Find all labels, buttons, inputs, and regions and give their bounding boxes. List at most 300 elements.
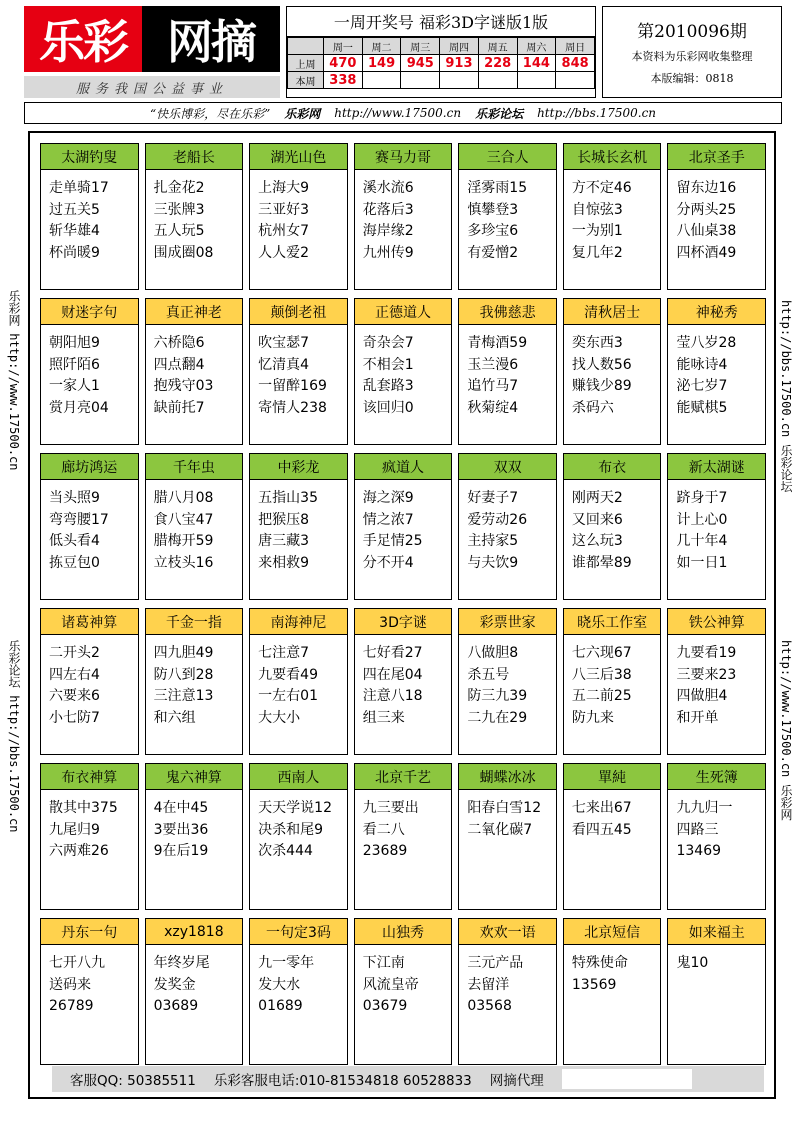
- riddle-line: 杀码六: [571, 399, 614, 416]
- riddle-line: 六要来6: [49, 688, 100, 704]
- riddle-card-body: [459, 325, 556, 419]
- logo-part-2: 网摘: [142, 6, 280, 72]
- riddle-line: 七注意7: [258, 645, 310, 661]
- riddle-line: 慎攀登3: [467, 201, 519, 218]
- riddle-line: 13469: [676, 843, 722, 859]
- riddle-line: 计上心0: [676, 511, 728, 528]
- riddle-line: 好妻子7: [467, 490, 519, 506]
- this-week-number: 338: [324, 72, 363, 89]
- riddle-card: [458, 453, 557, 600]
- riddle-line: 当头照9: [49, 490, 100, 506]
- riddle-card: [458, 608, 557, 755]
- riddle-card-body: [250, 790, 347, 863]
- riddle-card: [145, 763, 244, 910]
- riddle-line: 防九来: [571, 709, 614, 726]
- riddle-card: [458, 918, 557, 1065]
- riddle-line: 三要来23: [676, 666, 737, 683]
- riddle-line: 斩华雄4: [49, 223, 100, 239]
- riddle-line: 一家人1: [49, 378, 100, 394]
- riddle-line: 四在尾04: [362, 666, 423, 683]
- riddle-line: 八仙桌38: [676, 223, 737, 239]
- riddle-card-title: 诸葛神算: [41, 609, 138, 635]
- riddle-row: [40, 298, 766, 445]
- riddle-line: 留东边16: [676, 180, 737, 196]
- this-week-number: [401, 72, 440, 89]
- side-left-bottom: 乐彩论坛 http://bbs.17500.cn: [7, 640, 21, 833]
- riddle-line: 赏月亮04: [49, 399, 109, 416]
- riddle-line: 能咏诗4: [676, 356, 728, 373]
- logo: [24, 6, 280, 76]
- riddle-line: 天天学说12: [258, 800, 332, 816]
- last-week-number: 913: [440, 55, 479, 72]
- riddle-card: [40, 763, 139, 910]
- riddle-card: [563, 298, 662, 445]
- riddle-card-body: [564, 325, 661, 419]
- riddle-line: 乱套路3: [362, 378, 414, 394]
- riddle-card-body: [459, 635, 556, 729]
- main-frame: [28, 131, 776, 1099]
- riddle-card: [249, 298, 348, 445]
- riddle-card-title: 神秘秀: [668, 299, 765, 325]
- riddle-card-title: 一句定3码: [250, 919, 347, 945]
- riddle-line: 注意八18: [362, 688, 423, 704]
- day-header: 周一: [324, 38, 363, 55]
- riddle-line: 一左右01: [258, 688, 318, 704]
- riddle-card: [145, 143, 244, 290]
- riddle-line: 一为别1: [571, 223, 623, 239]
- riddle-card-body: [459, 945, 556, 1018]
- riddle-line: 跻身于7: [676, 490, 728, 506]
- riddle-card-title: 如来福主: [668, 919, 765, 945]
- riddle-line: 杀五号: [467, 666, 510, 683]
- riddle-card-body: [564, 170, 661, 264]
- riddle-card: [40, 453, 139, 600]
- forum-name: 乐彩论坛: [475, 106, 524, 121]
- riddle-card: [563, 453, 662, 600]
- riddle-card-title: 布衣神算: [41, 764, 138, 790]
- issue-number: 第2010096期: [637, 22, 747, 42]
- riddle-card: [563, 608, 662, 755]
- riddle-line: 九州传9: [362, 244, 414, 261]
- riddle-line: 人人爱2: [258, 244, 310, 261]
- riddle-card-body: [668, 480, 765, 574]
- draw-corner: [288, 38, 324, 55]
- riddle-card-body: [146, 790, 243, 863]
- last-week-label: 上周: [288, 55, 324, 72]
- riddle-card-title: 彩票世家: [459, 609, 556, 635]
- slogan: 服务我国公益事业: [24, 76, 280, 98]
- riddle-line: 八三后38: [571, 666, 632, 683]
- issue-note: 本资料为乐彩网收集整理: [631, 50, 753, 63]
- riddle-card-body: [250, 480, 347, 574]
- riddle-line: 青梅酒59: [467, 335, 528, 351]
- riddle-line: 二氧化碳7: [467, 821, 533, 838]
- riddle-card-title: 千年虫: [146, 454, 243, 480]
- draw-table: [287, 37, 595, 89]
- riddle-line: 03568: [467, 998, 512, 1014]
- riddle-line: 走单骑17: [49, 180, 109, 196]
- riddle-line: 九要看19: [676, 645, 737, 661]
- riddle-line: 朝阳旭9: [49, 335, 100, 351]
- riddle-card: [354, 918, 453, 1065]
- this-week-number: [517, 72, 556, 89]
- riddle-card: [667, 763, 766, 910]
- riddle-card: [40, 918, 139, 1065]
- weekly-draw-panel: [286, 6, 596, 98]
- riddle-card: [667, 298, 766, 445]
- riddle-card-body: [250, 635, 347, 729]
- riddle-card: [354, 608, 453, 755]
- riddle-card-title: 3D字谜: [355, 609, 452, 635]
- riddle-line: 不相会1: [362, 356, 414, 373]
- riddle-card: [145, 918, 244, 1065]
- this-week-number: [440, 72, 479, 89]
- riddle-card-body: [41, 945, 138, 1018]
- riddle-card-title: 三合人: [459, 144, 556, 170]
- riddle-card-title: 布衣: [564, 454, 661, 480]
- riddle-line: 二九在29: [467, 709, 528, 726]
- riddle-card: [354, 298, 453, 445]
- riddle-line: 组三来: [362, 709, 405, 726]
- riddle-line: 四做胆4: [676, 688, 728, 704]
- riddle-line: 三张牌3: [153, 201, 205, 218]
- riddle-line: 复几年2: [571, 244, 623, 261]
- riddle-row: [40, 143, 766, 290]
- riddle-row: [40, 918, 766, 1065]
- riddle-line: 缺前托7: [153, 399, 205, 416]
- riddle-card-title: 太湖钓叟: [41, 144, 138, 170]
- riddle-card-body: [41, 790, 138, 863]
- riddle-line: 找人数56: [571, 356, 632, 373]
- riddle-card-title: 新太湖谜: [668, 454, 765, 480]
- riddle-line: 七六现67: [571, 645, 632, 661]
- phone-number: 010-81534818 60528833: [299, 1073, 472, 1089]
- riddle-card-title: 中彩龙: [250, 454, 347, 480]
- riddle-card-body: [668, 790, 765, 863]
- riddle-line: 下江南: [362, 955, 405, 971]
- riddle-line: 奇杂会7: [362, 335, 414, 351]
- qq-number: 50385511: [127, 1073, 196, 1089]
- riddle-card-title: 單純: [564, 764, 661, 790]
- day-header: 周三: [401, 38, 440, 55]
- riddle-card: [40, 298, 139, 445]
- riddle-card: [145, 608, 244, 755]
- riddle-line: 五指山35: [258, 490, 318, 506]
- riddle-line: 七开八九: [49, 955, 105, 971]
- riddle-line: 爱劳动26: [467, 511, 528, 528]
- riddle-card-title: xzy1818: [146, 919, 243, 945]
- riddle-line: 一留醉169: [258, 378, 327, 394]
- riddle-card: [145, 453, 244, 600]
- riddle-line: 年终岁尾: [153, 955, 210, 971]
- riddle-card: [667, 143, 766, 290]
- riddle-card-body: [668, 170, 765, 264]
- day-header: 周二: [362, 38, 401, 55]
- riddle-line: 扎金花2: [153, 180, 205, 196]
- riddle-card-title: 鬼六神算: [146, 764, 243, 790]
- riddle-line: 腊梅开59: [153, 533, 214, 549]
- riddle-card-title: 晓乐工作室: [564, 609, 661, 635]
- riddle-card-body: [146, 945, 243, 1018]
- riddle-line: 情之浓7: [362, 511, 414, 528]
- this-week-number: [556, 72, 595, 89]
- riddle-line: 寄情人238: [258, 399, 327, 416]
- riddle-line: 又回来6: [571, 511, 623, 528]
- riddle-line: 多珍宝6: [467, 223, 519, 239]
- riddle-card-title: 真正神老: [146, 299, 243, 325]
- riddle-line: 四左右4: [49, 666, 100, 683]
- riddle-card: [458, 763, 557, 910]
- draw-title: 一周开奖号 福彩3D字谜版1版: [287, 7, 595, 37]
- agent-blank: [562, 1069, 692, 1089]
- riddle-line: 去留洋: [467, 976, 510, 993]
- riddle-line: 四杯酒49: [676, 244, 737, 261]
- riddle-card-title: 北京千艺: [355, 764, 452, 790]
- riddle-line: 五二前25: [571, 688, 632, 704]
- riddle-line: 方不定46: [571, 180, 632, 196]
- riddle-line: 四九胆49: [153, 645, 214, 661]
- riddle-card-body: [41, 170, 138, 264]
- riddle-line: 发奖金: [153, 976, 196, 993]
- riddle-line: 小七防7: [49, 709, 100, 726]
- riddle-card: [354, 763, 453, 910]
- agent-label: 网摘代理: [489, 1073, 544, 1089]
- riddle-line: 花落后3: [362, 201, 414, 218]
- riddle-card-body: [564, 480, 661, 574]
- side-left-top: 乐彩网 http://www.17500.cn: [7, 290, 21, 471]
- riddle-line: 刚两天2: [571, 490, 623, 506]
- riddle-card-body: [355, 480, 452, 574]
- riddle-line: 立枝头16: [153, 554, 214, 571]
- riddle-line: 过五关5: [49, 201, 100, 218]
- day-header: 周日: [556, 38, 595, 55]
- riddle-card: [249, 763, 348, 910]
- day-header: 周五: [478, 38, 517, 55]
- riddle-card-body: [668, 325, 765, 419]
- riddle-line: 五人玩5: [153, 223, 205, 239]
- riddle-card-title: 山独秀: [355, 919, 452, 945]
- riddle-line: 阳春白雪12: [467, 800, 542, 816]
- riddle-card-title: 颠倒老祖: [250, 299, 347, 325]
- riddle-line: 防三九39: [467, 688, 528, 704]
- motto: “快乐博彩，尽在乐彩”: [149, 106, 271, 121]
- this-week-label: 本周: [288, 72, 324, 89]
- riddle-card-body: [355, 945, 452, 1018]
- this-week-number: [478, 72, 517, 89]
- service-phone: [214, 1069, 472, 1089]
- header: [24, 6, 782, 98]
- riddle-line: 和六组: [153, 709, 196, 726]
- riddle-card: [667, 608, 766, 755]
- riddle-card-title: 欢欢一语: [459, 919, 556, 945]
- riddle-line: 食八宝47: [153, 511, 214, 528]
- riddle-card: [667, 453, 766, 600]
- riddle-line: 九三要出: [362, 800, 419, 816]
- riddle-line: 该回归0: [362, 399, 414, 416]
- riddle-card-body: [355, 170, 452, 264]
- last-week-number: 945: [401, 55, 440, 72]
- riddle-card-body: [668, 945, 765, 975]
- riddle-line: 玉兰漫6: [467, 356, 519, 373]
- riddle-card-body: [564, 945, 661, 996]
- last-week-number: 470: [324, 55, 363, 72]
- riddle-line: 六两难26: [49, 843, 109, 859]
- riddle-card-body: [41, 480, 138, 574]
- riddle-line: 上海大9: [258, 180, 310, 196]
- riddle-line: 这么玩3: [571, 533, 623, 549]
- riddle-card-title: 疯道人: [355, 454, 452, 480]
- riddle-line: 海之深9: [362, 490, 414, 506]
- riddle-line: 自惊弦3: [571, 201, 623, 218]
- site-name: 乐彩网: [284, 106, 321, 121]
- riddle-line: 4在中45: [153, 800, 209, 816]
- riddle-card: [667, 918, 766, 1065]
- riddle-line: 三元产品: [467, 955, 524, 971]
- links-bar: [24, 102, 782, 124]
- riddle-line: 特殊使命: [571, 955, 628, 971]
- riddle-line: 四路三: [676, 821, 719, 838]
- riddle-line: 低头看4: [49, 533, 100, 549]
- riddle-card-body: [250, 945, 347, 1018]
- riddle-line: 八做胆8: [467, 645, 519, 661]
- riddle-line: 手足情25: [362, 533, 423, 549]
- riddle-line: 来相救9: [258, 554, 310, 571]
- day-header: 周六: [517, 38, 556, 55]
- riddle-card-title: 铁公神算: [668, 609, 765, 635]
- riddle-line: 溪水流6: [362, 180, 414, 196]
- riddle-line: 主持家5: [467, 533, 519, 549]
- issue-editor: 本版编辑：0818: [650, 72, 734, 85]
- riddle-line: 看二八: [362, 821, 405, 838]
- riddle-line: 次杀444: [258, 843, 313, 859]
- riddle-card: [563, 918, 662, 1065]
- riddle-line: 拣豆包0: [49, 554, 100, 571]
- riddle-card-body: [146, 170, 243, 264]
- last-week-number: 149: [362, 55, 401, 72]
- riddle-card-body: [250, 170, 347, 264]
- riddle-line: 26789: [49, 998, 94, 1014]
- riddle-line: 海岸缘2: [362, 223, 414, 239]
- riddle-line: 淫雾雨15: [467, 180, 528, 196]
- last-week-number: 228: [478, 55, 517, 72]
- riddle-grid: [40, 143, 766, 1073]
- logo-part-1: 乐彩: [24, 6, 142, 72]
- riddle-line: 发大水: [258, 976, 301, 993]
- riddle-card: [145, 298, 244, 445]
- riddle-card: [563, 763, 662, 910]
- riddle-card: [354, 453, 453, 600]
- riddle-card-body: [146, 635, 243, 729]
- riddle-card: [563, 143, 662, 290]
- riddle-card-title: 长城长玄机: [564, 144, 661, 170]
- riddle-line: 分不开4: [362, 554, 414, 571]
- riddle-card-title: 老船长: [146, 144, 243, 170]
- riddle-card-title: 赛马力哥: [355, 144, 452, 170]
- phone-label: 乐彩客服电话:: [213, 1073, 300, 1089]
- riddle-card-body: [41, 325, 138, 419]
- riddle-card-title: 我佛慈悲: [459, 299, 556, 325]
- riddle-line: 九九归一: [676, 800, 733, 816]
- service-qq: [70, 1069, 196, 1089]
- riddle-card: [40, 608, 139, 755]
- riddle-line: 23689: [362, 843, 408, 859]
- this-week-number: [362, 72, 401, 89]
- riddle-line: 谁都晕89: [571, 554, 632, 571]
- riddle-card-body: [564, 635, 661, 729]
- riddle-card-body: [250, 325, 347, 419]
- riddle-card-body: [668, 635, 765, 729]
- riddle-card: [249, 918, 348, 1065]
- riddle-line: 赚钱少89: [571, 378, 632, 394]
- riddle-line: 照阡陌6: [49, 356, 100, 373]
- riddle-card-body: [146, 480, 243, 574]
- riddle-card-title: 正德道人: [355, 299, 452, 325]
- riddle-card-body: [355, 790, 452, 863]
- riddle-line: 腊八月08: [153, 490, 214, 506]
- riddle-card: [249, 143, 348, 290]
- riddle-line: 几十年4: [676, 533, 728, 549]
- forum-url-link[interactable]: http://bbs.17500.cn: [537, 106, 657, 120]
- site-url-link[interactable]: http://www.17500.cn: [334, 106, 462, 120]
- riddle-line: 看四五45: [571, 821, 632, 838]
- riddle-line: 九要看49: [258, 666, 318, 683]
- riddle-line: 3要出36: [153, 821, 209, 838]
- riddle-line: 抱残守03: [153, 378, 214, 394]
- riddle-line: 能赋棋5: [676, 399, 728, 416]
- issue-panel: [602, 6, 782, 98]
- riddle-line: 忆清真4: [258, 356, 310, 373]
- riddle-card-body: [355, 635, 452, 729]
- riddle-line: 风流皇帝: [362, 976, 419, 993]
- riddle-line: 和开单: [676, 709, 719, 726]
- riddle-line: 四点翻4: [153, 356, 205, 373]
- riddle-line: 追竹马7: [467, 378, 519, 394]
- riddle-line: 九尾归9: [49, 821, 100, 838]
- riddle-card-title: 蝴蝶冰冰: [459, 764, 556, 790]
- riddle-card: [458, 143, 557, 290]
- riddle-line: 吹宝瑟7: [258, 335, 310, 351]
- riddle-line: 03679: [362, 998, 408, 1014]
- riddle-line: 与夫饮9: [467, 554, 519, 571]
- riddle-line: 13569: [571, 976, 617, 993]
- riddle-row: [40, 608, 766, 755]
- riddle-card-title: 丹东一句: [41, 919, 138, 945]
- day-header: 周四: [440, 38, 479, 55]
- riddle-card: [249, 608, 348, 755]
- riddle-line: 有爱憎2: [467, 244, 519, 261]
- riddle-line: 大大小: [258, 709, 301, 726]
- riddle-line: 秋菊绽4: [467, 399, 519, 416]
- riddle-card-title: 西南人: [250, 764, 347, 790]
- riddle-line: 七来出67: [571, 800, 632, 816]
- riddle-line: 泌七岁7: [676, 378, 728, 394]
- side-right-top: http://bbs.17500.cn 乐彩论坛: [779, 300, 793, 493]
- riddle-card-title: 清秋居士: [564, 299, 661, 325]
- riddle-card-title: 双双: [459, 454, 556, 480]
- riddle-line: 如一日1: [676, 554, 728, 571]
- riddle-line: 奕东西3: [571, 335, 623, 351]
- riddle-line: 01689: [258, 998, 303, 1014]
- riddle-card-body: [564, 790, 661, 841]
- riddle-row: [40, 763, 766, 910]
- riddle-card-title: 财迷字句: [41, 299, 138, 325]
- riddle-card-title: 南海神尼: [250, 609, 347, 635]
- riddle-line: 弯弯腰17: [49, 511, 109, 528]
- riddle-card-title: 千金一指: [146, 609, 243, 635]
- qq-label: 客服QQ:: [70, 1073, 123, 1089]
- riddle-card-title: 生死簿: [668, 764, 765, 790]
- riddle-line: 防八到28: [153, 666, 214, 683]
